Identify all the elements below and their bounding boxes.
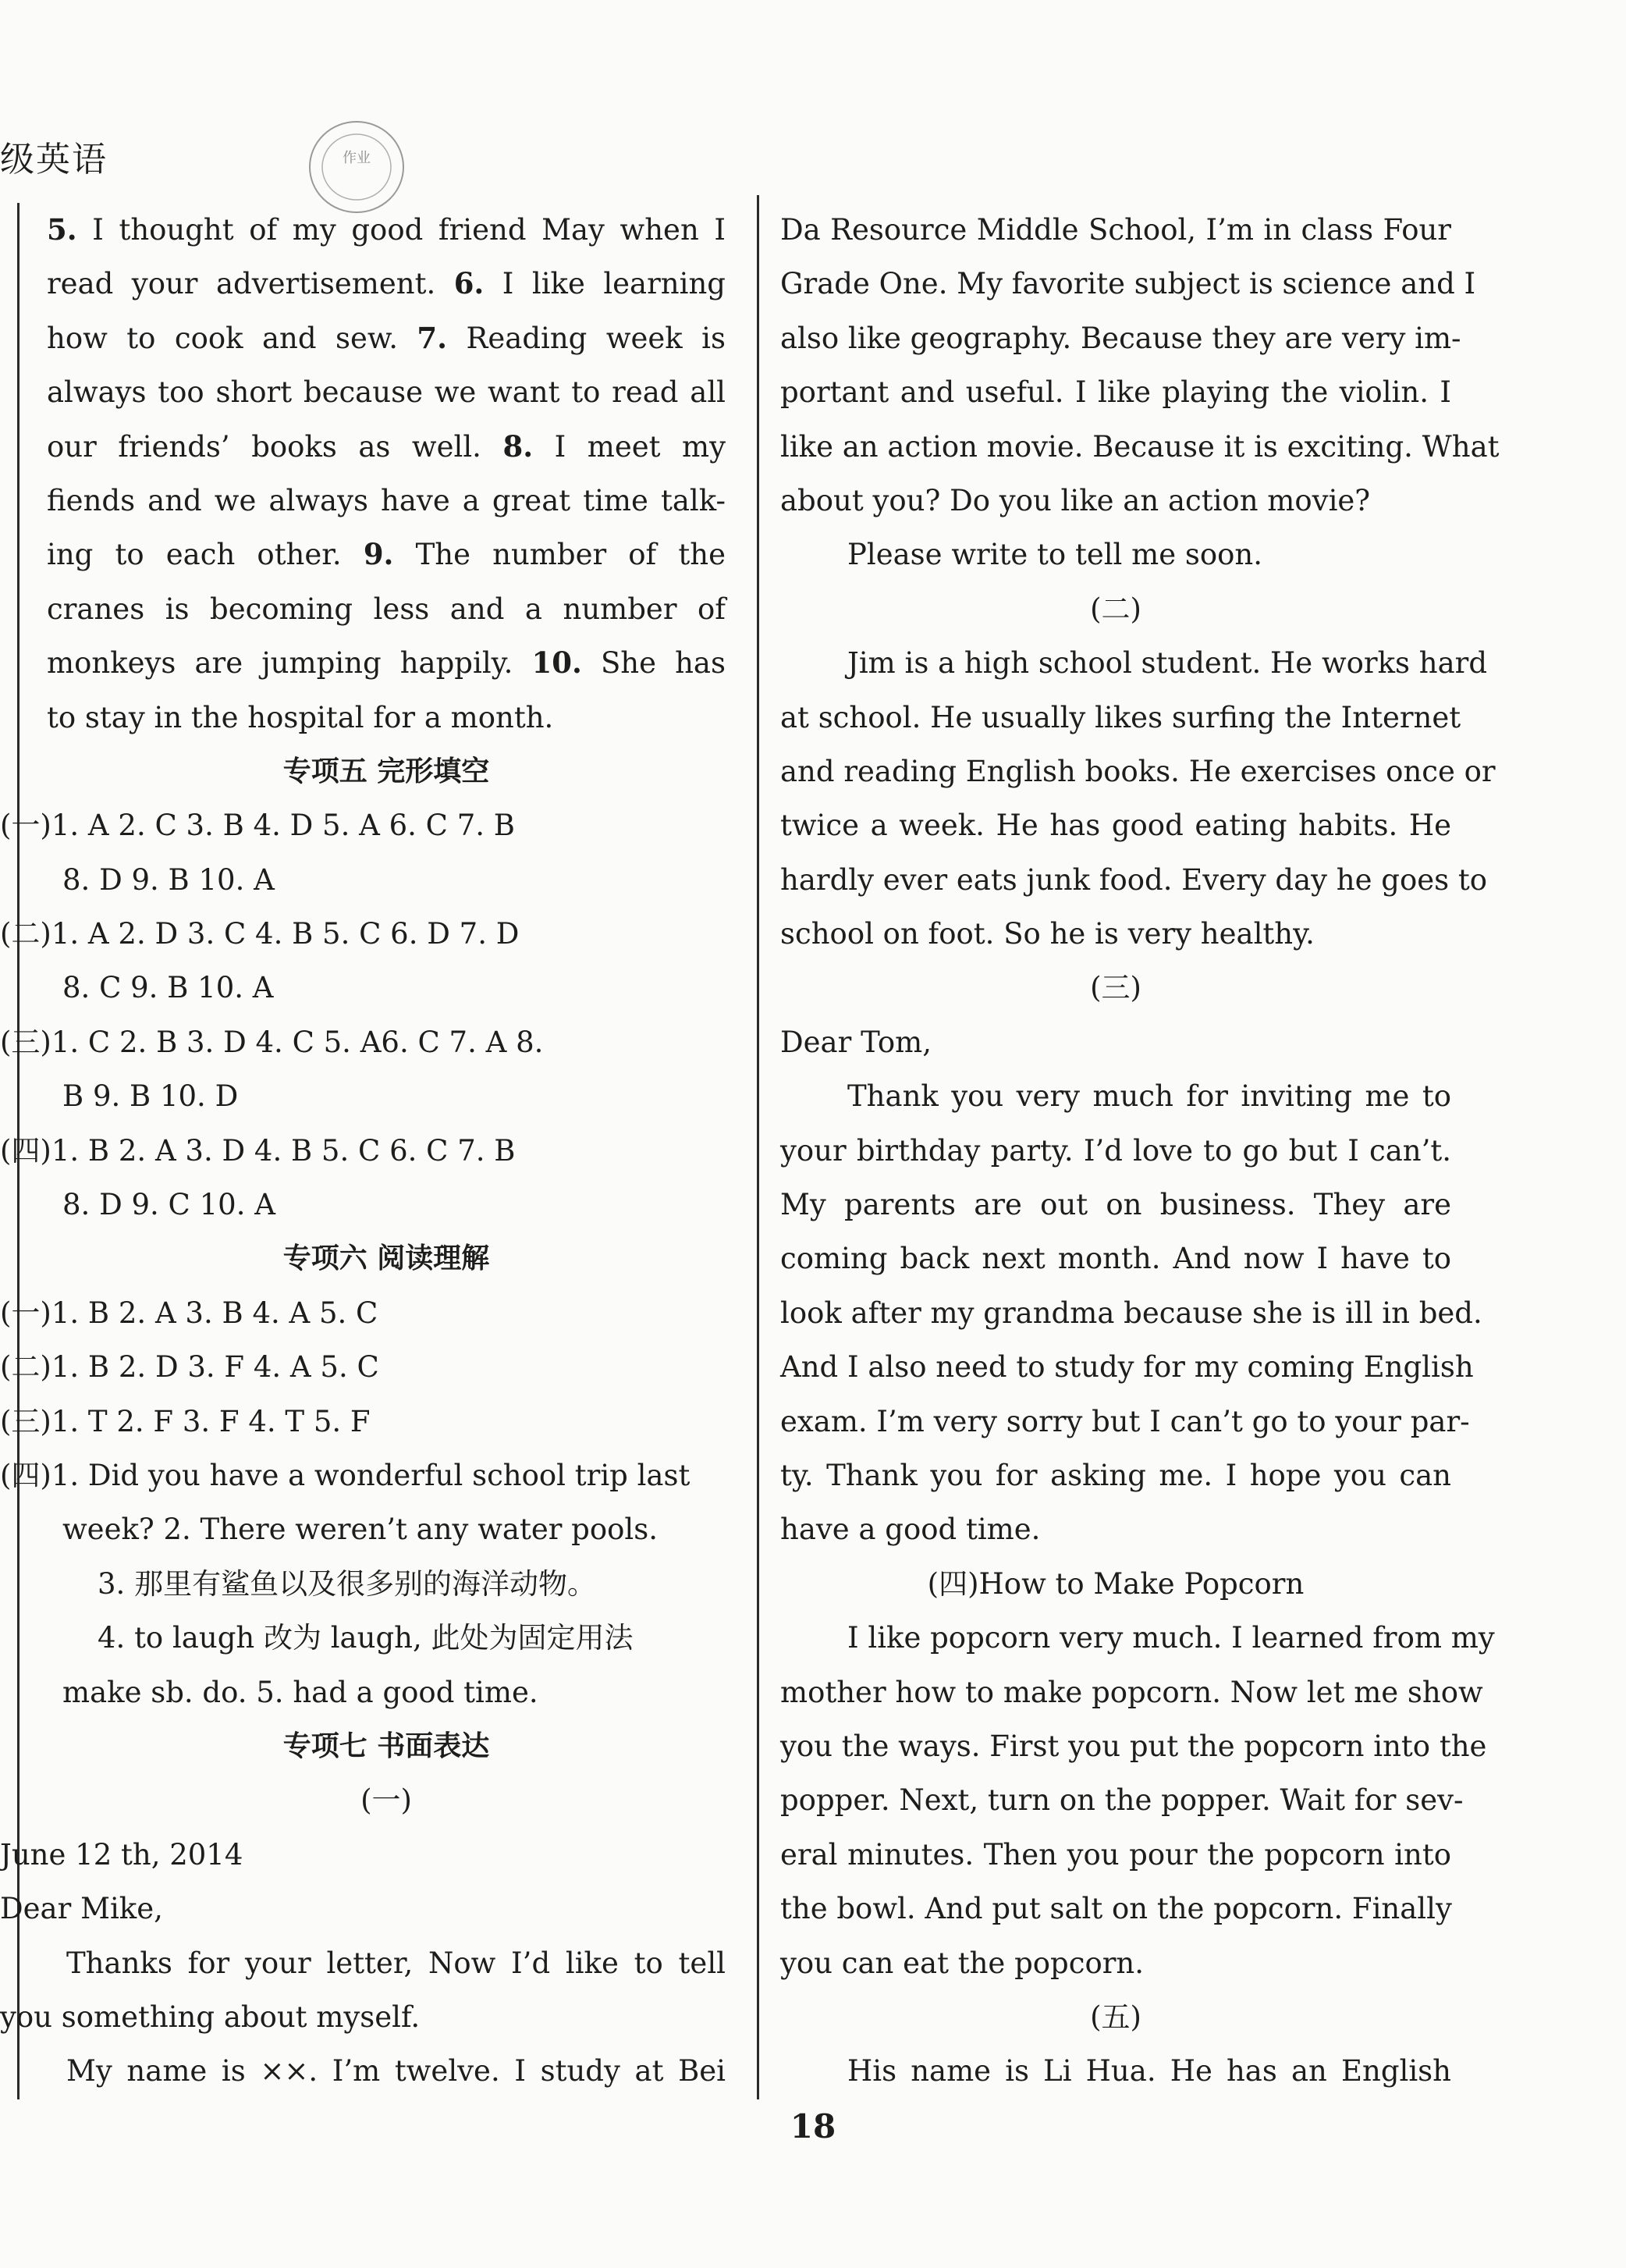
letter-line: have a good time. (780, 1513, 1041, 1547)
answer-line: ing to each other. 9. The number of the (47, 537, 726, 572)
section-heading: 专项六 阅读理解 (282, 1242, 490, 1275)
letter-line: your birthday party. I’d love to go but I can’t. (780, 1133, 1451, 1168)
cloze-answers: 8. C 9. B 10. A (62, 971, 274, 1005)
page-header: 级英语 (0, 140, 108, 180)
reading-answers: 4. to laugh 改为 laugh, 此处为固定用法 (98, 1621, 634, 1655)
left-column (0, 203, 726, 2099)
page-number: 18 (790, 2107, 836, 2145)
essay-line: hardly ever eats junk food. Every day he goes to (780, 862, 1488, 897)
essay-line: I like popcorn very much. I learned from my (847, 1621, 1495, 1655)
letter-line: Dear Tom, (780, 1025, 932, 1059)
letter-line: look after my grandma because she is ill in bed. (780, 1296, 1482, 1330)
letter-line: ty. Thank you for asking me. I hope you can (780, 1458, 1451, 1492)
answer-line: always too short because we want to read all (47, 375, 726, 410)
stamp-text: 作业 (343, 150, 371, 166)
subsection-title: (二) (1090, 592, 1141, 626)
answer-line: cranes is becoming less and a number of (47, 592, 726, 626)
essay-line: eral minutes. Then you pour the popcorn into (780, 1837, 1451, 1872)
cloze-answers: 8. D 9. B 10. A (62, 862, 275, 897)
subsection-title: (一) (360, 1783, 412, 1818)
letter-line: you something about myself. (0, 2000, 421, 2034)
section-heading: 专项五 完形填空 (282, 755, 490, 787)
section-heading: 专项七 书面表达 (282, 1729, 490, 1762)
essay-line: His name is Li Hua. He has an English (847, 2054, 1451, 2088)
cloze-answers: 8. D 9. C 10. A (62, 1188, 275, 1222)
essay-line: Jim is a high school student. He works hard (847, 646, 1488, 681)
letter-line: Please write to tell me soon. (847, 538, 1263, 572)
cloze-answers: B 9. B 10. D (62, 1079, 239, 1114)
answer-line: 5. I thought of my good friend May when I (47, 212, 726, 247)
essay-line: twice a week. He has good eating habits. He (780, 809, 1451, 843)
letter-line: June 12 th, 2014 (0, 1837, 243, 1872)
letter-line: My parents are out on business. They are (780, 1188, 1451, 1222)
answer-line: our friends’ books as well. 8. I meet my (47, 428, 726, 464)
cloze-answers: (三)1. C 2. B 3. D 4. C 5. A6. C 7. A 8. (0, 1025, 544, 1059)
subsection-title: (三) (1090, 971, 1141, 1005)
answer-line: to stay in the hospital for a month. (47, 700, 554, 734)
letter-line: portant and useful. I like playing the violin. I (780, 375, 1451, 410)
column-divider (757, 195, 759, 2099)
essay-line: school on foot. So he is very healthy. (780, 917, 1315, 951)
letter-line: coming back next month. And now I have to (780, 1242, 1451, 1276)
answer-line: monkeys are jumping happily. 10. She has (47, 645, 726, 681)
letter-line: about you? Do you like an action movie? (780, 483, 1371, 517)
answer-line: read your advertisement. 6. I like learning (47, 266, 726, 301)
letter-line: Thanks for your letter, Now I’d like to tell (66, 1946, 726, 1980)
letter-line: Da Resource Middle School, I’m in class Four (780, 213, 1451, 247)
essay-line: mother how to make popcorn. Now let me show (780, 1675, 1483, 1709)
essay-line: the bowl. And put salt on the popcorn. Finally (780, 1892, 1452, 1926)
letter-line: exam. I’m very sorry but I can’t go to your par- (780, 1404, 1470, 1438)
essay-line: and reading English books. He exercises once or (780, 754, 1496, 788)
essay-line: you can eat the popcorn. (780, 1946, 1145, 1980)
subsection-title: (五) (1090, 2000, 1141, 2034)
essay-line: popper. Next, turn on the popper. Wait for sev- (780, 1783, 1464, 1818)
essay-line: at school. He usually likes surfing the Internet (780, 700, 1461, 734)
reading-answers: (二)1. B 2. D 3. F 4. A 5. C (0, 1350, 379, 1385)
subsection-title: (四)How to Make Popcorn (927, 1566, 1305, 1601)
letter-line: Dear Mike, (0, 1892, 163, 1926)
reading-answers: (四)1. Did you have a wonderful school trip last (0, 1458, 691, 1492)
letter-line: Thank you very much for inviting me to (847, 1079, 1451, 1114)
reading-answers: (一)1. B 2. A 3. B 4. A 5. C (0, 1296, 378, 1330)
letter-line: also like geography. Because they are very im- (780, 321, 1461, 355)
cloze-answers: (二)1. A 2. D 3. C 4. B 5. C 6. D 7. D (0, 917, 520, 951)
reading-answers: make sb. do. 5. had a good time. (62, 1675, 538, 1709)
letter-line: My name is ××. I’m twelve. I study at Bei (66, 2054, 726, 2088)
answer-line: how to cook and sew. 7. Reading week is (47, 320, 726, 355)
cloze-answers: (四)1. B 2. A 3. D 4. B 5. C 6. C 7. B (0, 1133, 516, 1168)
answer-line: fiends and we always have a great time talk- (47, 483, 726, 517)
reading-answers: 3. 那里有鲨鱼以及很多别的海洋动物。 (98, 1566, 597, 1601)
essay-line: you the ways. First you put the popcorn into the (780, 1729, 1487, 1763)
cloze-answers: (一)1. A 2. C 3. B 4. D 5. A 6. C 7. B (0, 809, 515, 843)
letter-line: like an action movie. Because it is exciting. What (780, 429, 1500, 464)
right-column (780, 203, 1500, 2099)
letter-line: Grade One. My favorite subject is science and I (780, 267, 1476, 301)
reading-answers: week? 2. There weren’t any water pools. (62, 1513, 658, 1547)
reading-answers: (三)1. T 2. F 3. F 4. T 5. F (0, 1404, 371, 1438)
letter-line: And I also need to study for my coming English (780, 1350, 1474, 1385)
